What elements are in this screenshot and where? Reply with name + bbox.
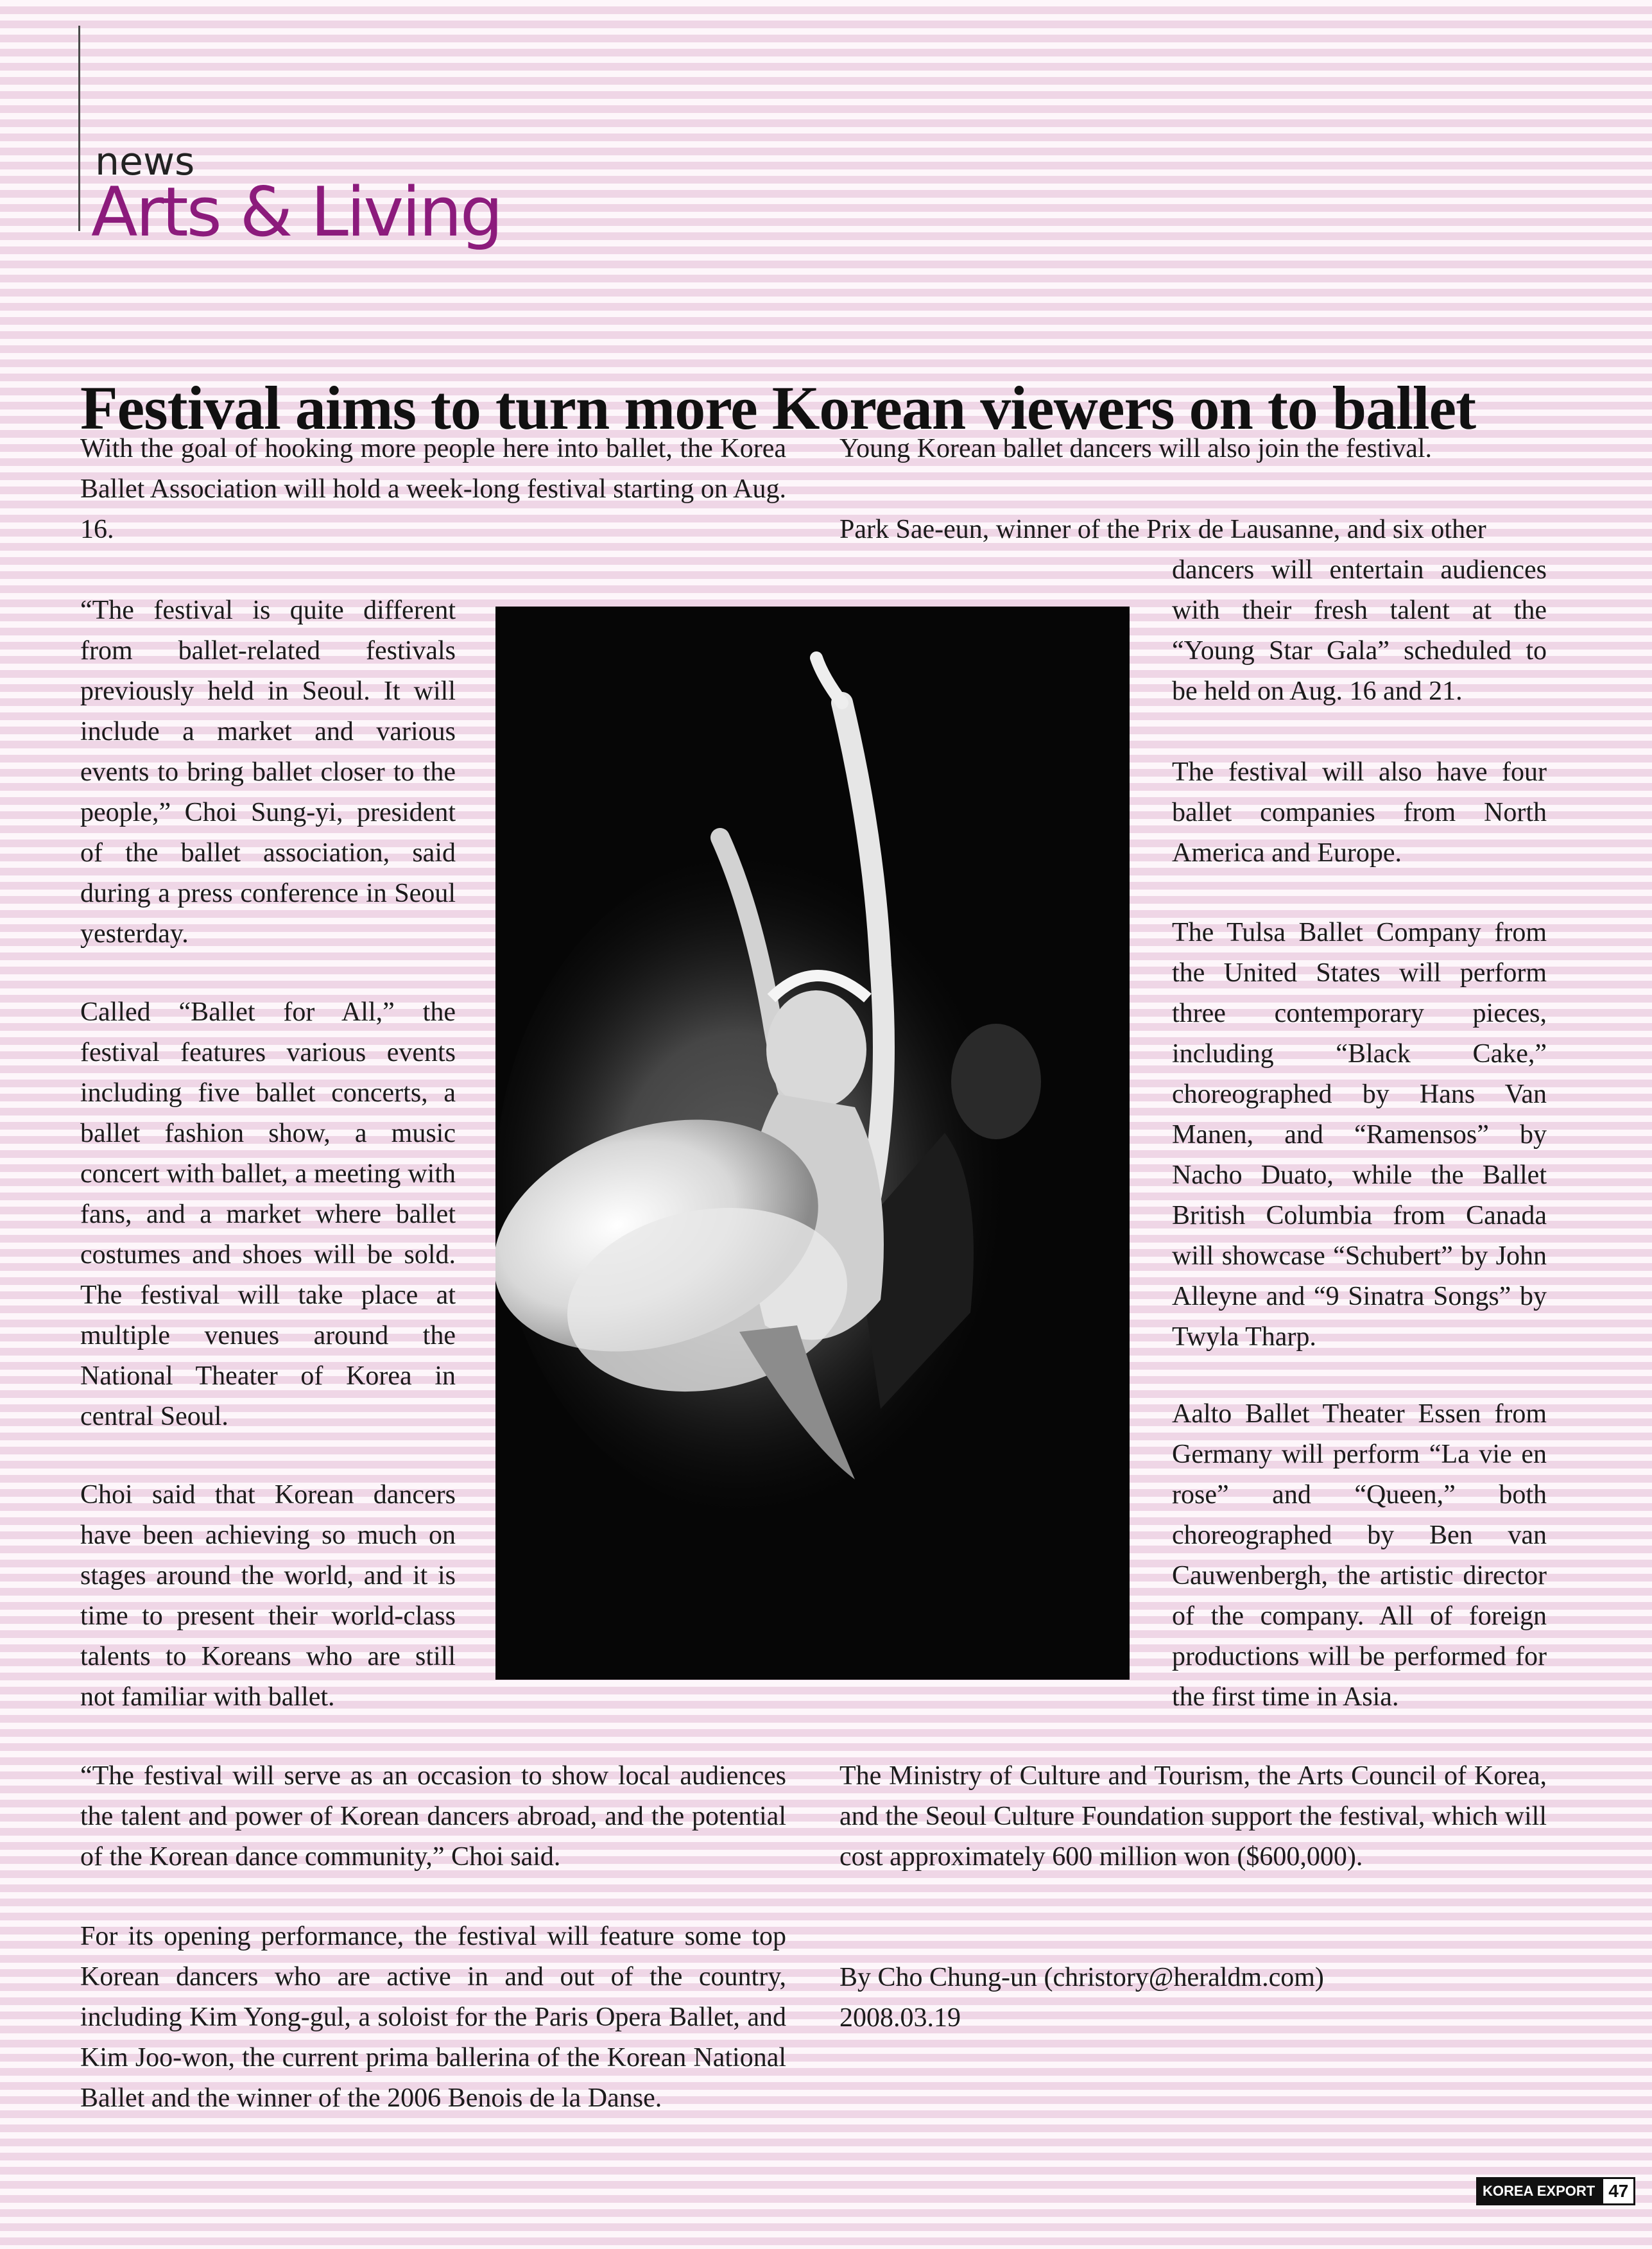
page-footer: [1476, 2177, 1635, 2205]
paragraph-young-star-gala-line1: Park Sae-eun, winner of the Prix de Lausanne, and six other: [839, 515, 1486, 544]
paragraph-tulsa-ballet: The Tulsa Ballet Company from the United States will perform three contemporary pieces, including “Black Cake,” choreographed by Hans Van Manen, and “Ramensos” by Nacho Duato, while the Ballet British Columbia from Canada will showcase “Schubert” by John Alleyne and “9 Sinatra Songs” by Twyla Tharp.: [1172, 918, 1547, 1352]
byline: By Cho Chung-un (christory@heraldm.com): [839, 1963, 1324, 1992]
paragraph-aalto-ballet: Aalto Ballet Theater Essen from Germany will perform “La vie en rose” and “Queen,” both choreographed by Ben van Cauwenbergh, the artistic director of the company. All of foreign productions will be performed for the first time in Asia.: [1172, 1399, 1547, 1712]
ballet-photo: [495, 607, 1130, 1680]
paragraph-ballet-for-all: Called “Ballet for All,” the festival features various events including five ballet concerts, a ballet fashion show, a music concert with ballet, a meeting with fans, and a market where ballet costumes and shoes will be sold. The festival will take place at multiple venues around the National Theater of Korea in central Seoul.: [80, 997, 456, 1431]
paragraph-four-companies: The festival will also have four ballet companies from North America and Europe.: [1172, 757, 1547, 868]
paragraph-young-star-gala-rest: dancers will entertain audiences with their fresh talent at the “Young Star Gala” scheduled to be held on Aug. 16 and 21.: [1172, 555, 1547, 706]
paragraph-opening-performance: For its opening performance, the festival will feature some top Korean dancers who are active in and out of the country, including Kim Yong-gul, a soloist for the Paris Opera Ballet, and Kim Joo-won, the current prima ballerina of the Korean National Ballet and the winner of the 2006 Benois de la Danse.: [80, 1922, 786, 2113]
section-kicker: news: [95, 139, 195, 184]
paragraph-intro: With the goal of hooking more people here into ballet, the Korea Ballet Association will hold a week-long festival starting on Aug. 16.: [80, 434, 786, 544]
article-headline: Festival aims to turn more Korean viewers on to ballet: [80, 374, 1476, 443]
article-date: 2008.03.19: [839, 2003, 961, 2033]
paragraph-korean-dancers: Choi said that Korean dancers have been achieving so much on stages around the world, and it is time to present their world-class talents to Koreans who are still not familiar with ballet.: [80, 1480, 456, 1712]
paragraph-quote-choi: “The festival is quite different from ballet-related festivals previously held in Seoul. It will include a market and various events to bring ballet closer to the people,” Choi Sung-yi, president of the ballet association, said during a press conference in Seoul yesterday.: [80, 596, 456, 949]
section-title: Arts & Living: [91, 173, 502, 252]
paragraph-funding: The Ministry of Culture and Tourism, the Arts Council of Korea, and the Seoul Culture Foundation support the festival, which will cost approximately 600 million won ($600,000).: [839, 1761, 1547, 1872]
magazine-logo: KOREA EXPORT: [1476, 2177, 1601, 2205]
page-number: 47: [1601, 2177, 1635, 2205]
paragraph-young-dancers: Young Korean ballet dancers will also join the festival.: [839, 434, 1433, 463]
header-rule: [78, 26, 80, 231]
paragraph-occasion-quote: “The festival will serve as an occasion to show local audiences the talent and power of Korean dancers abroad, and the potential of the Korean dance community,” Choi said.: [80, 1761, 786, 1872]
